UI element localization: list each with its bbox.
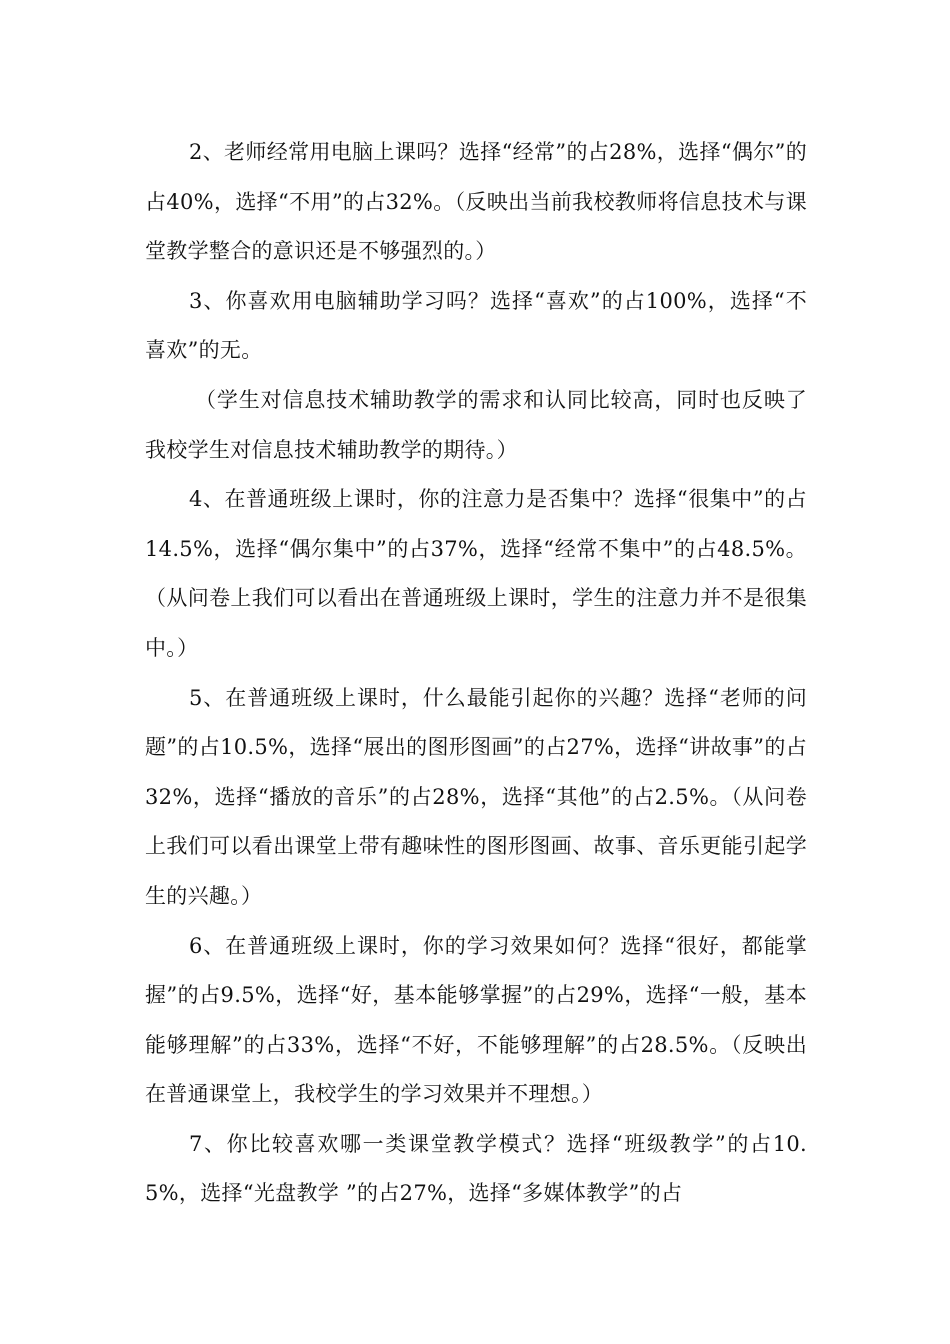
paragraph-question-4: 4、在普通班级上课时，你的注意力是否集中？选择“很集中”的占14.5%，选择“偶尔集中”的占37%，选择“经常不集中”的占48.5%。（从问卷上我们可以看出在普通班级上课时，学生的注意力并不是很集中。） (145, 487, 807, 660)
paragraph-question-5: 5、在普通班级上课时，什么最能引起你的兴趣？选择“老师的问题”的占10.5%，选择“展出的图形图画”的占27%，选择“讲故事”的占32%，选择“播放的音乐”的占28%，选择“其他”的占2.5%。（从问卷上我们可以看出课堂上带有趣味性的图形图画、故事、音乐更能引起学生的兴趣。） (145, 685, 807, 908)
paragraph-question-2: 2、老师经常用电脑上课吗？选择“经常”的占28%，选择“偶尔”的占40%，选择“不用”的占32%。（反映出当前我校教师将信息技术与课堂教学整合的意识还是不够强烈的。） (145, 140, 807, 264)
paragraph-question-7: 7、你比较喜欢哪一类课堂教学模式？选择“班级教学”的占10.5%，选择“光盘教学 ”的占27%，选择“多媒体教学”的占 (145, 1131, 807, 1206)
document-body (145, 128, 807, 1219)
paragraph-question-3-note: （学生对信息技术辅助教学的需求和认同比较高，同时也反映了我校学生对信息技术辅助教学的期待。） (145, 387, 807, 462)
paragraph-question-6: 6、在普通班级上课时，你的学习效果如何？选择“很好，都能掌握”的占9.5%，选择“好，基本能够掌握”的占29%，选择“一般，基本能够理解”的占33%，选择“不好，不能够理解”的占28.5%。（反映出在普通课堂上，我校学生的学习效果并不理想。） (145, 933, 807, 1107)
paragraph-question-3: 3、你喜欢用电脑辅助学习吗？选择“喜欢”的占100%，选择“不喜欢”的无。 (145, 288, 807, 363)
